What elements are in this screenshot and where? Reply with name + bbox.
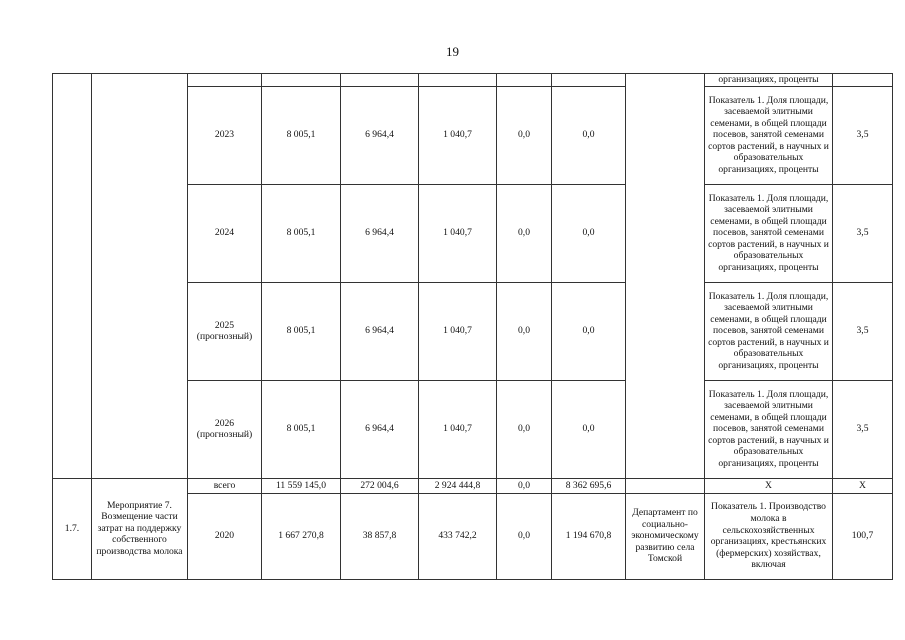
regional-cell: 1 040,7 [419,380,497,478]
year-cell: 2025 (прогнозный) [188,282,262,380]
program-table [52,73,893,580]
value-cell: 3,5 [833,184,893,282]
department-cell: Департамент по социально-экономическому развитию села Томской [626,493,705,579]
federal-cell: 6 964,4 [341,184,419,282]
extra-cell: 1 194 670,8 [552,493,626,579]
page-number: 19 [446,44,459,59]
federal-cell: 272 004,6 [341,478,419,493]
year-cell: 2026 (прогнозный) [188,380,262,478]
regional-cell: 433 742,2 [419,493,497,579]
total-cell: 8 005,1 [262,86,341,184]
extra-cell: 0,0 [552,86,626,184]
empty-number-cell [53,74,92,479]
value-cell: 3,5 [833,380,893,478]
local-cell: 0,0 [497,493,552,579]
value-cell: Х [833,478,893,493]
indicator-cell: Показатель 1. Доля площади, засеваемой элитными семенами, в общей площади посевов, занятой семенами сортов растений, в научных и образовательных организациях, проценты [705,282,833,380]
measure-number: 1.7. [53,478,92,579]
regional-cell: 1 040,7 [419,86,497,184]
federal-cell: 6 964,4 [341,380,419,478]
year-cell: 2024 [188,184,262,282]
local-cell: 0,0 [497,478,552,493]
year-cell: 2020 [188,493,262,579]
indicator-cell: Показатель 1. Производство молока в сельскохозяйственных организациях, крестьянских (фермерских) хозяйствах, включая [705,493,833,579]
local-cell: 0,0 [497,380,552,478]
total-cell: 8 005,1 [262,380,341,478]
indicator-cell: Х [705,478,833,493]
local-cell: 0,0 [497,184,552,282]
empty-name-cell [92,74,188,479]
total-cell: 8 005,1 [262,184,341,282]
indicator-cell: Показатель 1. Доля площади, засеваемой элитными семенами, в общей площади посевов, занятой семенами сортов растений, в научных и образовательных организациях, проценты [705,86,833,184]
federal-cell: 6 964,4 [341,86,419,184]
value-cell: 100,7 [833,493,893,579]
total-cell: 11 559 145,0 [262,478,341,493]
extra-cell: 0,0 [552,184,626,282]
total-cell: 1 667 270,8 [262,493,341,579]
regional-cell: 2 924 444,8 [419,478,497,493]
measure-name: Мероприятие 7. Возмещение части затрат на поддержку собственного производства молока [92,478,188,579]
table-row [53,74,893,87]
indicator-cell: Показатель 1. Доля площади, засеваемой элитными семенами, в общей площади посевов, занятой семенами сортов растений, в научных и образовательных организациях, проценты [705,184,833,282]
year-cell: 2023 [188,86,262,184]
indicator-cell: Показатель 1. Доля площади, засеваемой элитными семенами, в общей площади посевов, занятой семенами сортов растений, в научных и образовательных организациях, проценты [705,380,833,478]
extra-cell: 0,0 [552,380,626,478]
empty-department-cell [626,74,705,479]
extra-cell: 0,0 [552,282,626,380]
regional-cell: 1 040,7 [419,282,497,380]
extra-cell: 8 362 695,6 [552,478,626,493]
regional-cell: 1 040,7 [419,184,497,282]
year-cell: всего [188,478,262,493]
table-row [53,478,893,493]
federal-cell: 38 857,8 [341,493,419,579]
total-cell: 8 005,1 [262,282,341,380]
indicator-tail: организациях, проценты [705,74,833,87]
local-cell: 0,0 [497,86,552,184]
value-cell: 3,5 [833,282,893,380]
value-cell: 3,5 [833,86,893,184]
federal-cell: 6 964,4 [341,282,419,380]
local-cell: 0,0 [497,282,552,380]
